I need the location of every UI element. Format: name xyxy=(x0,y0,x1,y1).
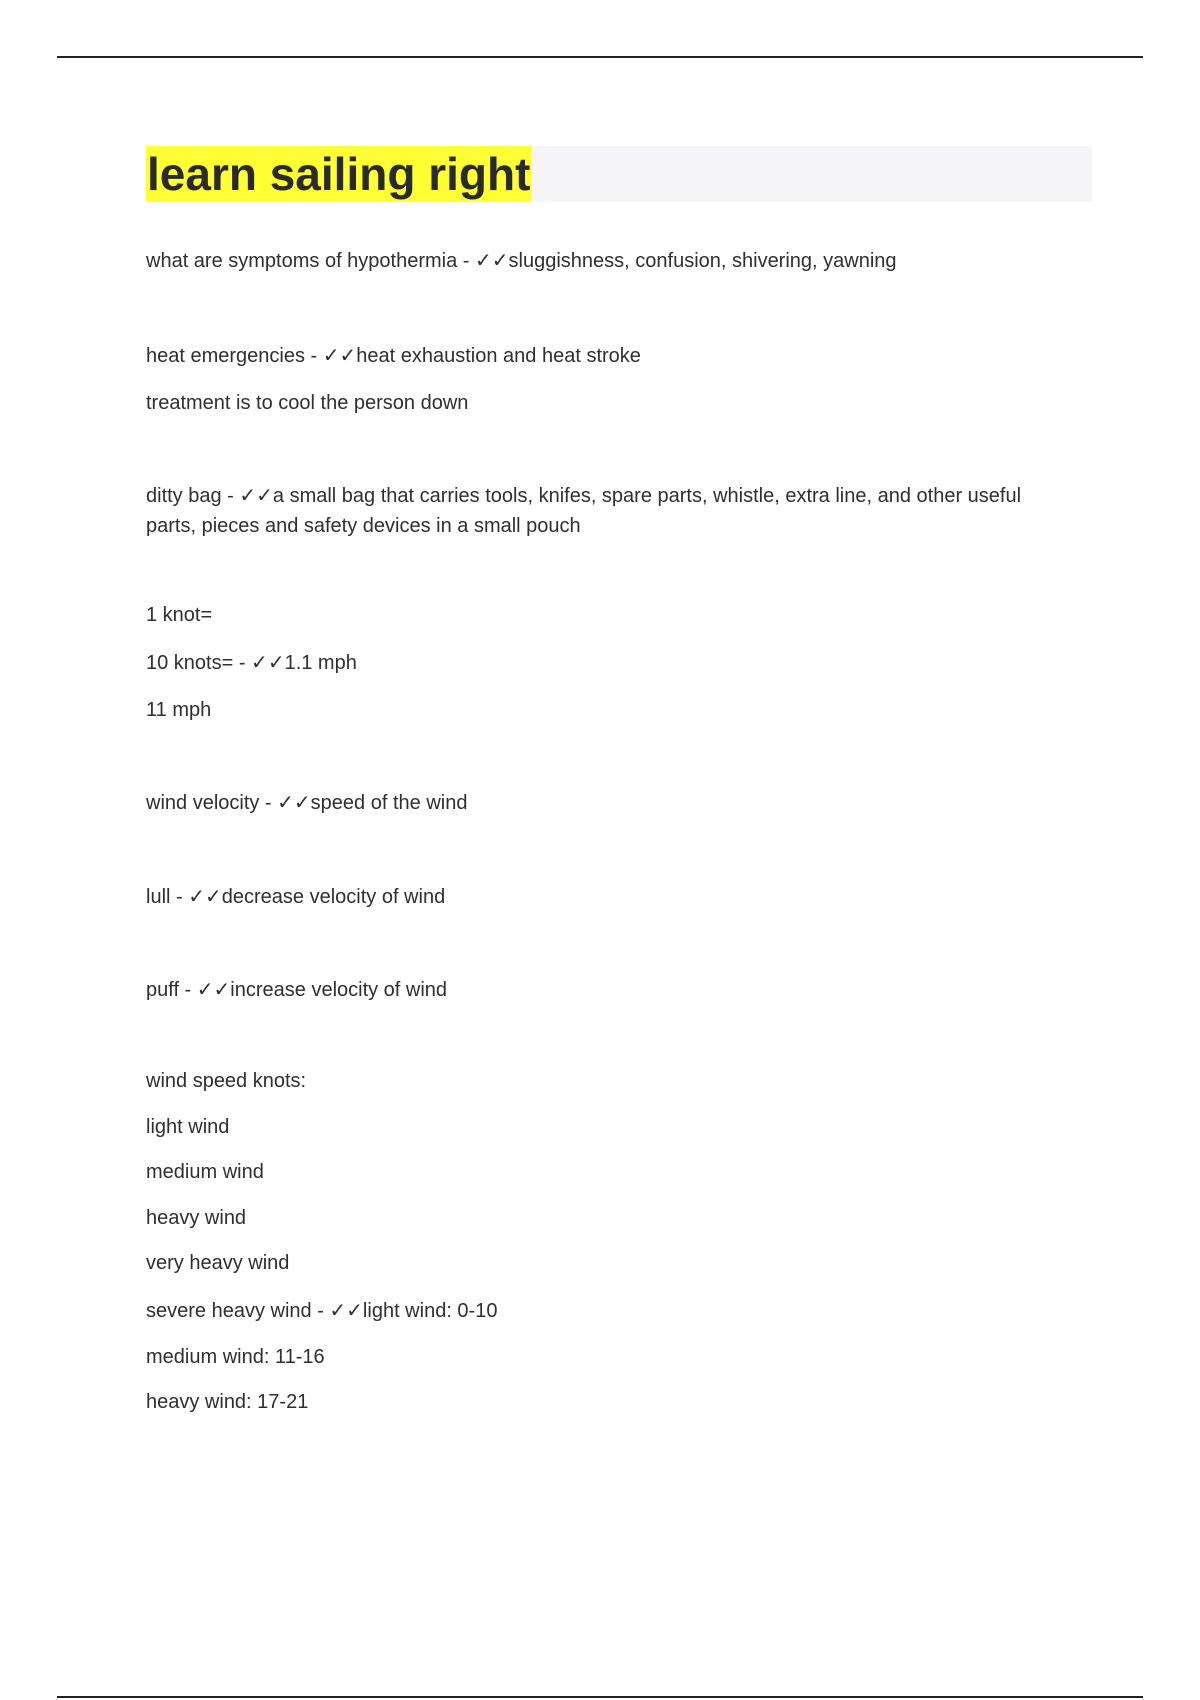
qa-medium-wind-range: medium wind: 11-16 xyxy=(146,1346,325,1368)
qa-puff: puff - ✓✓increase velocity of wind xyxy=(146,979,448,1001)
header-rule xyxy=(57,56,1143,58)
qa-wind-velocity: wind velocity - ✓✓speed of the wind xyxy=(146,792,468,814)
qa-hypothermia: what are symptoms of hypothermia - ✓✓sluggishness, confusion, shivering, yawning xyxy=(146,250,897,272)
qa-very-heavy-wind: very heavy wind xyxy=(146,1252,290,1274)
qa-heat-treatment: treatment is to cool the person down xyxy=(146,392,469,414)
qa-wind-speed-knots: wind speed knots: xyxy=(146,1070,307,1092)
qa-ditty-bag: ditty bag - ✓✓a small bag that carries tools, knifes, spare parts, whistle, extra line, and other useful parts, pieces and safety devices in a small pouch xyxy=(146,485,1022,537)
qa-lull: lull - ✓✓decrease velocity of wind xyxy=(146,886,446,908)
qa-eleven-mph: 11 mph xyxy=(146,699,212,721)
qa-severe-heavy-wind: severe heavy wind - ✓✓light wind: 0-10 xyxy=(146,1300,498,1322)
qa-heavy-wind-range: heavy wind: 17-21 xyxy=(146,1391,309,1413)
footer-rule xyxy=(57,1696,1143,1698)
qa-heavy-wind: heavy wind xyxy=(146,1207,247,1229)
document-title: learn sailing right xyxy=(147,148,531,200)
qa-medium-wind: medium wind xyxy=(146,1161,264,1183)
qa-ten-knots: 10 knots= - ✓✓1.1 mph xyxy=(146,652,357,674)
qa-light-wind: light wind xyxy=(146,1116,230,1138)
qa-heat-emergencies: heat emergencies - ✓✓heat exhaustion and heat stroke xyxy=(146,345,641,367)
qa-knot: 1 knot= xyxy=(146,604,213,626)
